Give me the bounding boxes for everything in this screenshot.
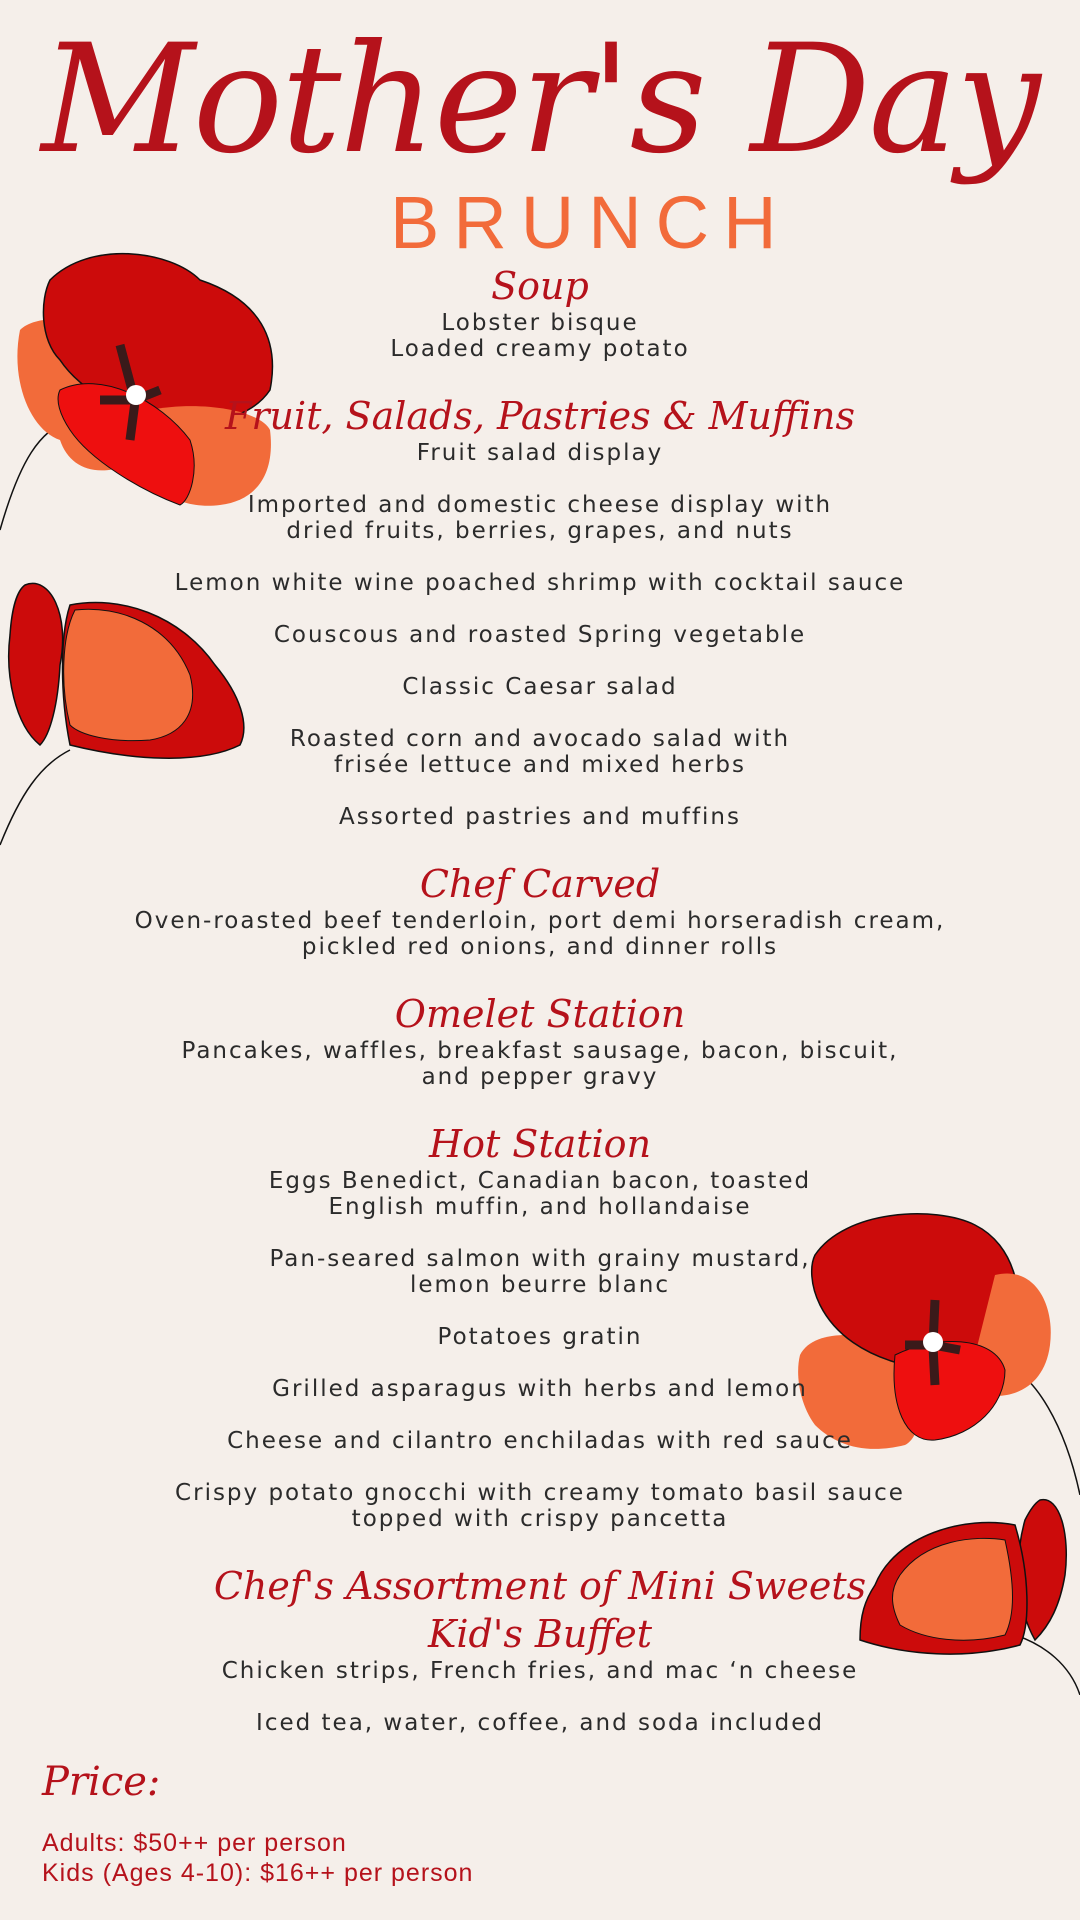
menu-item: Pancakes, waffles, breakfast sausage, bacon, biscuit, and pepper gravy: [181, 1038, 899, 1090]
menu-item: Lobster bisque: [441, 310, 639, 336]
menu-item: Imported and domestic cheese display with dried fruits, berries, grapes, and nuts: [247, 492, 833, 544]
menu-item: Couscous and roasted Spring vegetable: [273, 622, 807, 648]
section-heading-kids: Kid's Buffet: [428, 1612, 652, 1656]
menu-item: Fruit salad display: [416, 440, 664, 466]
menu-item: Potatoes gratin: [437, 1324, 643, 1350]
menu-item: Oven-roasted beef tenderloin, port demi horseradish cream, pickled red onions, and dinner rolls: [134, 908, 946, 960]
price-kids: Kids (Ages 4-10): $16++ per person: [42, 1859, 474, 1887]
section-heading-sweets: Chef's Assortment of Mini Sweets: [213, 1564, 867, 1608]
menu-item: Grilled asparagus with herbs and lemon: [272, 1376, 808, 1402]
section-heading-soup: Soup: [491, 264, 589, 308]
menu-item: Assorted pastries and muffins: [338, 804, 741, 830]
menu-item: Pan-seared salmon with grainy mustard, lemon beurre blanc: [269, 1246, 811, 1298]
menu-item: Eggs Benedict, Canadian bacon, toasted English muffin, and hollandaise: [268, 1168, 812, 1220]
menu-item: Lemon white wine poached shrimp with cocktail sauce: [174, 570, 906, 596]
title-sub: BRUNCH: [390, 181, 791, 264]
menu-item: Roasted corn and avocado salad with frisée lettuce and mixed herbs: [289, 726, 791, 778]
menu-item: Chicken strips, French fries, and mac ‘n cheese: [221, 1658, 859, 1684]
section-heading-hot: Hot Station: [428, 1122, 652, 1166]
menu-item: Iced tea, water, coffee, and soda included: [256, 1710, 824, 1736]
section-heading-omelet: Omelet Station: [394, 992, 686, 1036]
price-adults: Adults: $50++ per person: [42, 1829, 347, 1857]
menu: [0, 262, 1080, 1736]
menu-item: Cheese and cilantro enchiladas with red sauce: [227, 1428, 853, 1454]
price-label: Price:: [42, 1759, 161, 1805]
menu-item: Loaded creamy potato: [390, 336, 690, 362]
menu-item: Crispy potato gnocchi with creamy tomato basil sauce topped with crispy pancetta: [175, 1480, 905, 1532]
section-heading-fruit: Fruit, Salads, Pastries & Muffins: [224, 394, 856, 438]
menu-item: Classic Caesar salad: [402, 674, 678, 700]
title-script: Mother's Day: [41, 13, 1039, 187]
section-heading-carved: Chef Carved: [419, 862, 661, 906]
